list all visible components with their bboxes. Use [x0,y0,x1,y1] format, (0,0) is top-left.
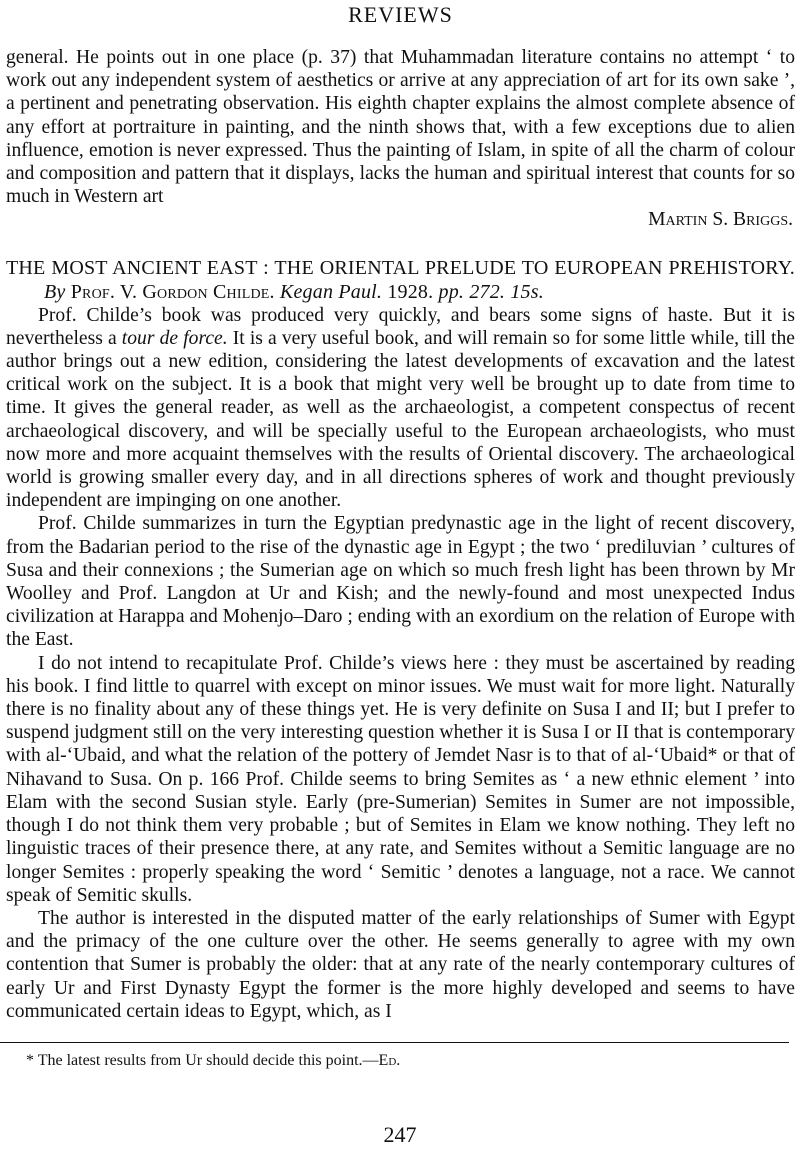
paragraph-text: Prof. Childe’s book was produced very quickly, and bears some signs of haste. But it is nevertheless a [6,304,795,349]
review-paragraph-4: The author is interested in the disputed matter of the early relationships of Sumer with Egypt and the primacy of the one culture over the other. He seems generally to agree with my own contention that Sumer is probably the older: that at any rate of the nearly contemporary cultures of early Ur and First Dynasty Egypt the former is the more highly developed and seems to have communicated certain ideas to Egypt, which, as I [6,907,795,1022]
by-label: By [44,280,66,303]
book-pages: pp. 272. [438,280,506,303]
book-year: 1928. [387,280,434,303]
book-price: 15s. [510,280,544,303]
review-paragraph-1 [6,304,795,513]
review-paragraph-3: I do not intend to recapitulate Prof. Childe’s views here : they must be ascertained by reading his book. I find little to quarrel with except on minor issues. We must wait for more light. Naturally there is no finality about any of these things yet. He is very definite on Susa I and II; but I prefer to suspend judgment still on the very interesting question whether it is Susa I or II that is contemporary with al-‘Ubaid, and what the relation of the pottery of Jemdet Nasr is to that of al-‘Ubaid* or that of Nihavand to Susa. On p. 166 Prof. Childe seems to bring Semites as ‘ a new ethnic element ’ into Elam with the second Susian style. Early (pre-Sumerian) Semites in Sumer are not impossible, though I do not think them very probable ; but of Semites in Elam we know nothing. They left no linguistic traces of their presence there, at any rate, and Semites without a Semitic language are no longer Semites : properly speaking the word ‘ Semitic ’ denotes a language, not a race. We cannot speak of Semitic skulls. [6,652,795,906]
book-title: THE MOST ANCIENT EAST : THE ORIENTAL PRELUDE TO EUROPEAN PREHISTORY. [6,256,795,279]
footnote [26,1052,400,1070]
footnote-rule [0,1042,789,1043]
running-header: REVIEWS [348,2,453,27]
page [6,0,795,1023]
book-author: Prof. V. Gordon Childe. [70,280,275,303]
review-paragraph-2: Prof. Childe summarizes in turn the Egyptian predynastic age in the light of recent discovery, from the Badarian period to the rise of the dynastic age in Egypt ; the two ‘ prediluvian ’ cultures of Susa and their connexions ; the Sumerian age on which so much fresh light has been thrown by Mr Woolley and Prof. Langdon at Ur and Kish; and the newly-found and most unexpected Indus civilization at Harappa and Mohenjo–Daro ; ending with an exordium on the relation of Europe with the East. [6,513,795,651]
footnote-text: * The latest results from Ur should decide this point.— [26,1052,379,1069]
reviewer-signature: Martin S. Briggs. [648,209,793,231]
footnote-editor: Ed. [378,1052,401,1069]
previous-review-text: general. He points out in one place (p. 37) that Muhammadan literature contains no attempt ‘ to work out any independent system of aesthetics or arrive at any appreciation of art for its own sake ’, a pertinent and penetrating observation. His eighth chapter explains the almost complete absence of any effort at portraiture in painting, and the ninth shows that, with a few exceptions due to alien influence, emotion is never expressed. Thus the painting of Islam, in spite of all the charm of colour and composition and pattern that it displays, lacks the human and spiritual interest that counts for so much in Western art [6,47,795,208]
article-body [6,46,795,1023]
review-heading [6,256,795,304]
book-publisher: Kegan Paul. [279,280,383,303]
paragraph-text: It is a very useful book, and will remain so for some little while, till the author brings out a new edition, considering the latest developments of excavation and the latest critical work on the subject. It is a book that might very well be brought up to date from time to time. It gives the general reader, as well as the archaeologist, a competent conspectus of recent archaeological discovery, and will be specially useful to the European archaeologists, who must now more and more acquaint themselves with the results of Oriental discovery. The archaeological world is growing smaller every day, and in all directions spheres of work and thought previously independent are impinging on one another. [6,327,795,512]
page-number: 247 [383,1122,417,1147]
emphasis-text: tour de force. [121,327,228,349]
